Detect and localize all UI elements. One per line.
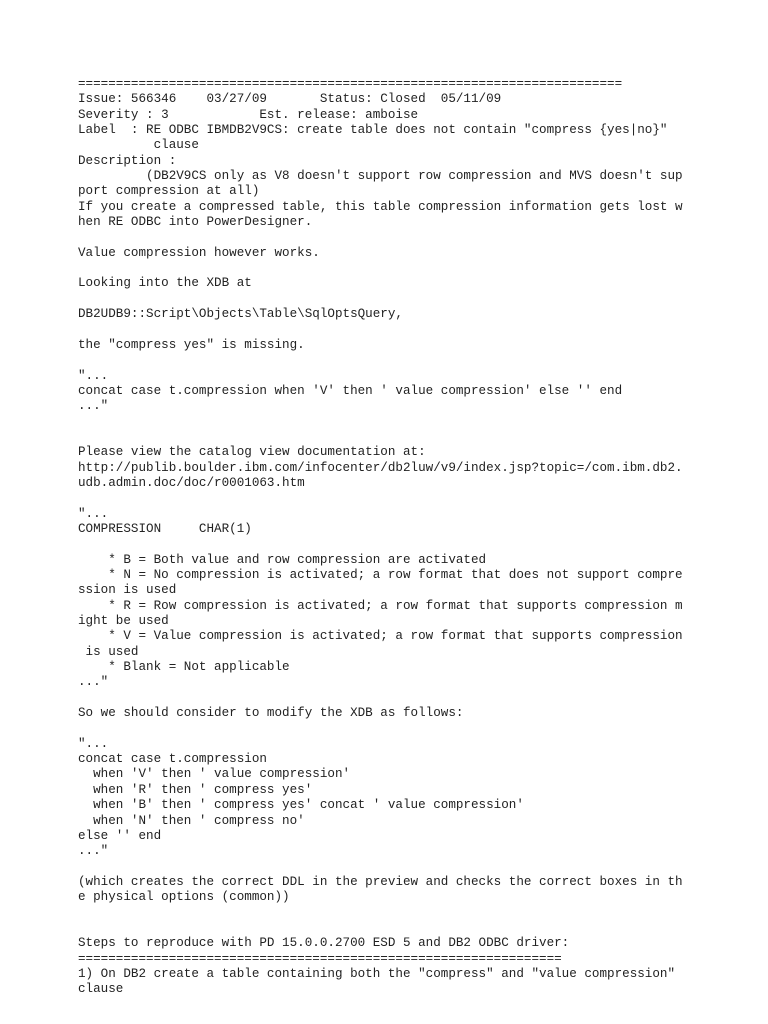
- text-line: [78, 323, 738, 338]
- text-line: clause: [78, 982, 124, 997]
- text-line: "...: [78, 506, 109, 521]
- text-line: Value compression however works.: [78, 245, 320, 260]
- text-line: ...": [78, 844, 109, 859]
- text-line: * N = No compression is activated; a row format that does not support compre: [78, 568, 683, 582]
- text-line: DB2UDB9::Script\Objects\Table\SqlOptsQuery,: [78, 307, 403, 322]
- text-line: [78, 430, 738, 445]
- text-line: Description :: [78, 153, 177, 168]
- text-line: is used: [78, 644, 139, 659]
- text-line: [78, 491, 738, 506]
- text-line: [78, 292, 738, 307]
- text-line: "...: [78, 368, 109, 383]
- text-line: ssion is used: [78, 583, 177, 598]
- text-line: the "compress yes" is missing.: [78, 337, 305, 352]
- text-line: Issue: 566346 03/27/09 Status: Closed 05/11/09: [78, 92, 502, 107]
- text-line: when 'B' then ' compress yes' concat ' value compression': [78, 798, 524, 813]
- text-line: ========================================================================: [78, 77, 623, 91]
- text-line: * B = Both value and row compression are activated: [78, 552, 487, 567]
- text-line: concat case t.compression: [78, 752, 267, 767]
- text-line: port compression at all): [78, 184, 260, 199]
- text-line: ================================================================: [78, 951, 562, 966]
- text-line: [78, 537, 738, 552]
- text-line: e physical options (common)): [78, 890, 290, 905]
- text-line: So we should consider to modify the XDB as follows:: [78, 706, 464, 721]
- text-line: (DB2V9CS only as V8 doesn't support row compression and MVS doesn't sup: [78, 169, 683, 184]
- text-line: (which creates the correct DDL in the preview and checks the correct boxes in th: [78, 874, 683, 889]
- text-line: * Blank = Not applicable: [78, 660, 290, 675]
- issue-report-text: [78, 77, 738, 998]
- text-line: clause: [78, 138, 199, 153]
- text-line: Severity : 3 Est. release: amboise: [78, 107, 419, 122]
- text-line: * V = Value compression is activated; a row format that supports compression: [78, 629, 683, 644]
- text-line: [78, 860, 738, 875]
- text-line: udb.admin.doc/doc/r0001063.htm: [78, 475, 305, 490]
- text-line: when 'R' then ' compress yes': [78, 782, 313, 797]
- text-line: ight be used: [78, 614, 169, 629]
- text-line: If you create a compressed table, this table compression information gets lost w: [78, 199, 683, 214]
- text-line: [78, 415, 738, 430]
- text-line: [78, 230, 738, 245]
- text-line: http://publib.boulder.ibm.com/infocenter/db2luw/v9/index.jsp?topic=/com.ibm.db2.: [78, 460, 683, 475]
- text-line: ...": [78, 399, 109, 414]
- text-line: Label : RE ODBC IBMDB2V9CS: create table does not contain "compress {yes|no}": [78, 123, 668, 138]
- text-line: COMPRESSION CHAR(1): [78, 521, 252, 536]
- text-line: ...": [78, 675, 109, 690]
- text-line: [78, 261, 738, 276]
- text-line: [78, 906, 738, 921]
- text-line: "...: [78, 736, 109, 751]
- text-line: when 'N' then ' compress no': [78, 813, 305, 828]
- text-line: Please view the catalog view documentation at:: [78, 445, 426, 460]
- text-line: * R = Row compression is activated; a row format that supports compression m: [78, 598, 683, 613]
- text-line: [78, 721, 738, 736]
- text-line: concat case t.compression when 'V' then ' value compression' else '' end: [78, 383, 623, 398]
- text-line: else '' end: [78, 828, 162, 843]
- text-line: hen RE ODBC into PowerDesigner.: [78, 215, 313, 230]
- text-line: [78, 921, 738, 936]
- text-line: [78, 353, 738, 368]
- text-line: [78, 691, 738, 706]
- text-line: when 'V' then ' value compression': [78, 767, 351, 782]
- text-line: 1) On DB2 create a table containing both the "compress" and "value compression": [78, 966, 676, 981]
- text-line: Steps to reproduce with PD 15.0.0.2700 ESD 5 and DB2 ODBC driver:: [78, 936, 570, 951]
- text-line: Looking into the XDB at: [78, 276, 252, 291]
